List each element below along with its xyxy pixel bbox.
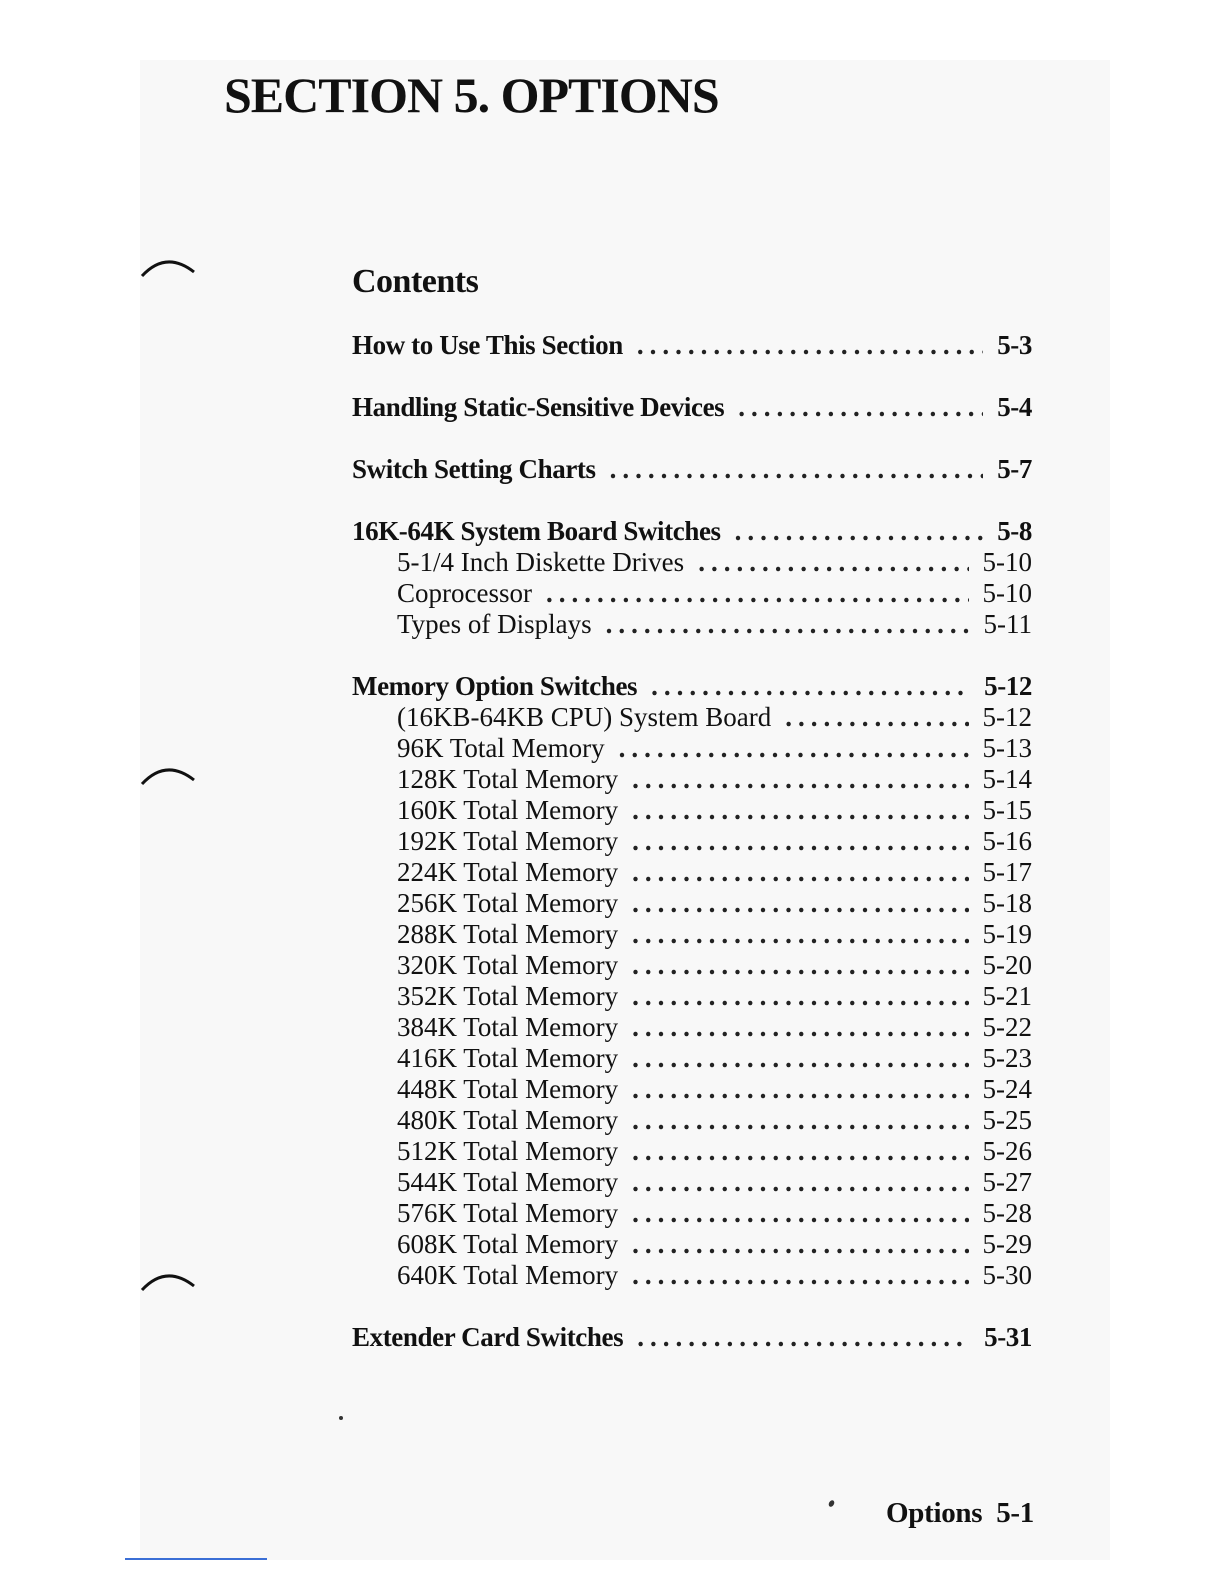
toc-sub-entry[interactable] [352,857,1032,888]
binder-hole-mark-icon [140,764,196,786]
toc-group-spacer [352,1291,1032,1322]
toc-sub-entry[interactable] [352,1043,1032,1074]
toc-entry-label: Handling Static-Sensitive Devices [352,392,725,422]
toc-sub-entry[interactable] [352,795,1032,826]
toc-entry-label: Coprocessor [397,578,532,608]
toc-entry-label: Extender Card Switches [352,1322,624,1352]
toc-dot-leader [632,826,968,857]
toc-dot-leader [632,1043,968,1074]
toc-sub-entry[interactable] [352,1136,1032,1167]
toc-sub-entry[interactable] [352,826,1032,857]
toc-page-number: 5-13 [982,733,1032,763]
toc-main-entry[interactable] [352,671,1032,702]
toc-main-entry[interactable] [352,516,1032,547]
toc-sub-entry[interactable] [352,1105,1032,1136]
contents-heading: Contents [352,263,479,300]
toc-sub-entry[interactable] [352,950,1032,981]
toc-entry-label: 128K Total Memory [397,764,619,794]
toc-entry-label: 192K Total Memory [397,826,619,856]
toc-page-number: 5-28 [982,1198,1032,1228]
toc-sub-entry[interactable] [352,733,1032,764]
toc-sub-entry[interactable] [352,609,1032,640]
toc-entry-label: 448K Total Memory [397,1074,619,1104]
toc-sub-entry[interactable] [352,981,1032,1012]
toc-dot-leader [610,454,984,485]
toc-dot-leader [632,981,968,1012]
toc-main-entry[interactable] [352,454,1032,485]
toc-entry-label: 224K Total Memory [397,857,619,887]
toc-group [352,671,1032,1291]
toc-dot-leader [632,1136,968,1167]
toc-page-number: 5-7 [997,454,1032,484]
toc-entry-label: 320K Total Memory [397,950,619,980]
toc-entry-label: (16KB-64KB CPU) System Board [397,702,772,732]
toc-page-number: 5-18 [982,888,1032,918]
toc-dot-leader [619,733,969,764]
toc-group [352,392,1032,423]
toc-dot-leader [632,1105,968,1136]
toc-page-number: 5-21 [982,981,1032,1011]
toc-sub-entry[interactable] [352,888,1032,919]
toc-dot-leader [632,764,968,795]
section-title: SECTION 5. OPTIONS [224,67,719,123]
toc-page-number: 5-26 [982,1136,1032,1166]
toc-main-entry[interactable] [352,392,1032,423]
page-footer [886,1497,1034,1530]
toc-sub-entry[interactable] [352,1260,1032,1291]
toc-page-number: 5-10 [982,547,1032,577]
toc-sub-entry[interactable] [352,1198,1032,1229]
toc-page-number: 5-15 [982,795,1032,825]
toc-group-spacer [352,640,1032,671]
toc-dot-leader [698,547,968,578]
toc-entry-label: 576K Total Memory [397,1198,619,1228]
toc-sub-entry[interactable] [352,1012,1032,1043]
toc-dot-leader [632,857,968,888]
toc-sub-entry[interactable] [352,1167,1032,1198]
toc-sub-entry[interactable] [352,702,1032,733]
toc-sub-entry[interactable] [352,919,1032,950]
toc-sub-entry[interactable] [352,578,1032,609]
toc-page-number: 5-31 [984,1322,1032,1352]
toc-entry-label: How to Use This Section [352,330,623,360]
toc-entry-label: 480K Total Memory [397,1105,619,1135]
toc-page-number: 5-8 [997,516,1032,546]
footer-page-number: 5-1 [996,1497,1034,1529]
toc-sub-entry[interactable] [352,764,1032,795]
edge-rule [125,1558,267,1560]
toc-dot-leader [651,671,970,702]
table-of-contents [352,330,1032,1353]
scan-speck [339,1416,343,1420]
toc-dot-leader [738,392,983,423]
toc-entry-label: 96K Total Memory [397,733,605,763]
toc-page-number: 5-25 [982,1105,1032,1135]
toc-sub-entry[interactable] [352,1229,1032,1260]
toc-entry-label: Types of Displays [397,609,592,639]
toc-dot-leader [632,1012,968,1043]
toc-dot-leader [632,919,968,950]
toc-entry-label: 16K-64K System Board Switches [352,516,721,546]
toc-page-number: 5-30 [982,1260,1032,1290]
toc-dot-leader [637,1322,970,1353]
toc-group [352,330,1032,361]
toc-dot-leader [632,795,968,826]
toc-page-number: 5-19 [982,919,1032,949]
toc-group-spacer [352,361,1032,392]
toc-page-number: 5-12 [982,702,1032,732]
toc-entry-label: 544K Total Memory [397,1167,619,1197]
toc-page-number: 5-3 [997,330,1032,360]
toc-page-number: 5-27 [982,1167,1032,1197]
toc-page-number: 5-16 [982,826,1032,856]
toc-page-number: 5-20 [982,950,1032,980]
toc-entry-label: 288K Total Memory [397,919,619,949]
toc-entry-label: 512K Total Memory [397,1136,619,1166]
toc-entry-label: 384K Total Memory [397,1012,619,1042]
toc-group [352,454,1032,485]
toc-group [352,1322,1032,1353]
toc-group-spacer [352,423,1032,454]
binder-hole-mark-icon [140,1270,196,1292]
toc-entry-label: 256K Total Memory [397,888,619,918]
toc-dot-leader [735,516,984,547]
toc-entry-label: 416K Total Memory [397,1043,619,1073]
toc-page-number: 5-22 [982,1012,1032,1042]
toc-dot-leader [632,888,968,919]
toc-entry-label: 608K Total Memory [397,1229,619,1259]
toc-page-number: 5-14 [982,764,1032,794]
toc-entry-label: 640K Total Memory [397,1260,619,1290]
toc-page-number: 5-10 [982,578,1032,608]
toc-main-entry[interactable] [352,1322,1032,1353]
toc-dot-leader [632,1229,968,1260]
toc-entry-label: Memory Option Switches [352,671,638,701]
toc-entry-label: 160K Total Memory [397,795,619,825]
toc-dot-leader [546,578,969,609]
toc-page-number: 5-29 [982,1229,1032,1259]
toc-page-number: 5-4 [997,392,1032,422]
toc-page-number: 5-17 [982,857,1032,887]
toc-dot-leader [632,1198,968,1229]
toc-page-number: 5-12 [984,671,1032,701]
toc-entry-label: 5-1/4 Inch Diskette Drives [397,547,685,577]
toc-dot-leader [606,609,970,640]
toc-page-number: 5-11 [983,609,1032,639]
toc-dot-leader [632,1260,968,1291]
toc-dot-leader [632,1074,968,1105]
binder-hole-mark-icon [140,256,196,278]
toc-page-number: 5-24 [982,1074,1032,1104]
toc-main-entry[interactable] [352,330,1032,361]
toc-entry-label: 352K Total Memory [397,981,619,1011]
toc-group-spacer [352,485,1032,516]
toc-dot-leader [632,950,968,981]
toc-page-number: 5-23 [982,1043,1032,1073]
toc-dot-leader [637,330,983,361]
toc-dot-leader [632,1167,968,1198]
toc-entry-label: Switch Setting Charts [352,454,596,484]
toc-dot-leader [785,702,968,733]
footer-label: Options [886,1497,983,1529]
toc-sub-entry[interactable] [352,1074,1032,1105]
toc-group [352,516,1032,640]
toc-sub-entry[interactable] [352,547,1032,578]
